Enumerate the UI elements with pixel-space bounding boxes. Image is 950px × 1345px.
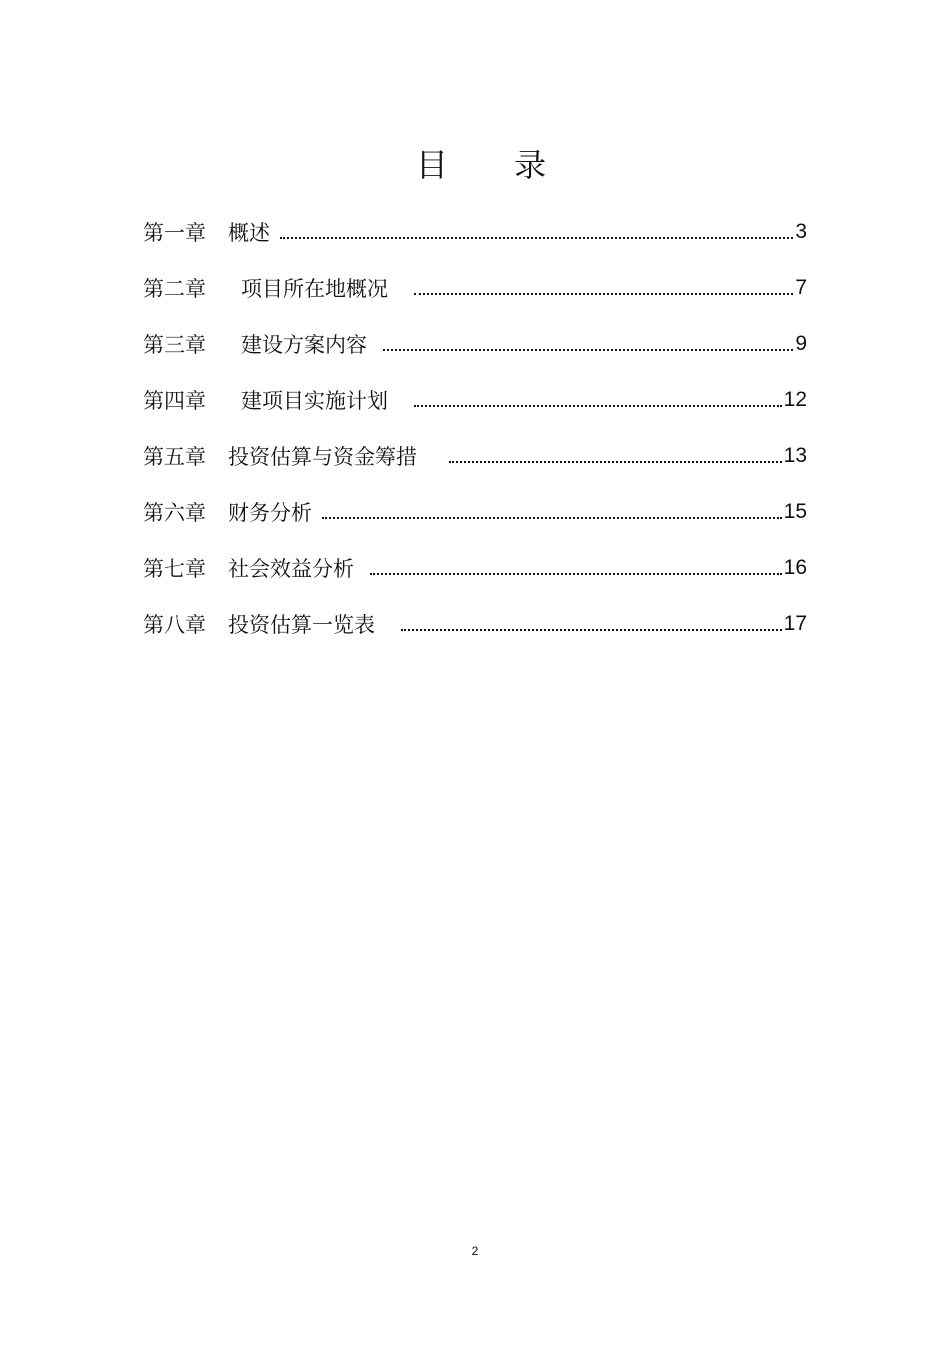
toc-leader-dots bbox=[370, 556, 782, 580]
toc-entry-1 bbox=[143, 204, 807, 260]
toc-chapter-title: 社会效益分析 bbox=[228, 557, 354, 581]
toc-page-number: 3 bbox=[795, 220, 807, 243]
toc-page-number: 17 bbox=[783, 612, 807, 635]
toc-page-number: 15 bbox=[783, 500, 807, 523]
toc-chapter-title: 投资估算一览表 bbox=[228, 613, 375, 637]
toc-entry-7 bbox=[143, 540, 807, 596]
toc-entry-5 bbox=[143, 428, 807, 484]
toc-chapter-title: 投资估算与资金筹措 bbox=[228, 445, 417, 469]
page-number: 2 bbox=[471, 1244, 479, 1258]
toc-entry-3 bbox=[143, 316, 807, 372]
toc-chapter-label: 第五章 bbox=[143, 445, 206, 469]
toc-chapter-title: 项目所在地概况 bbox=[241, 277, 388, 301]
toc-entry-2 bbox=[143, 260, 807, 316]
toc-chapter-title: 建项目实施计划 bbox=[241, 389, 388, 413]
toc-leader-dots bbox=[414, 388, 782, 412]
toc-chapter-title: 建设方案内容 bbox=[241, 333, 367, 357]
toc-chapter-label: 第四章 bbox=[143, 389, 206, 413]
toc-page-number: 9 bbox=[795, 332, 807, 355]
toc-leader-dots bbox=[280, 220, 793, 244]
toc-chapter-title: 财务分析 bbox=[228, 501, 312, 525]
toc-chapter-label: 第六章 bbox=[143, 501, 206, 525]
toc-leader-dots bbox=[414, 276, 793, 300]
toc-page-number: 13 bbox=[783, 444, 807, 467]
toc-leader-dots bbox=[322, 500, 782, 524]
toc-page-number: 7 bbox=[795, 276, 807, 299]
toc-chapter-title: 概述 bbox=[228, 221, 270, 245]
toc-page-number: 16 bbox=[783, 556, 807, 579]
toc-entry-6 bbox=[143, 484, 807, 540]
toc-chapter-label: 第七章 bbox=[143, 557, 206, 581]
toc-leader-dots bbox=[449, 444, 782, 468]
toc-leader-dots bbox=[383, 332, 793, 356]
toc-chapter-label: 第一章 bbox=[143, 221, 206, 245]
toc-chapter-label: 第三章 bbox=[143, 333, 206, 357]
table-of-contents bbox=[143, 204, 807, 652]
toc-chapter-label: 第八章 bbox=[143, 613, 206, 637]
toc-entry-4 bbox=[143, 372, 807, 428]
toc-title: 目 录 bbox=[415, 146, 575, 184]
toc-entry-8 bbox=[143, 596, 807, 652]
toc-chapter-label: 第二章 bbox=[143, 277, 206, 301]
toc-leader-dots bbox=[401, 612, 782, 636]
toc-page-number: 12 bbox=[783, 388, 807, 411]
